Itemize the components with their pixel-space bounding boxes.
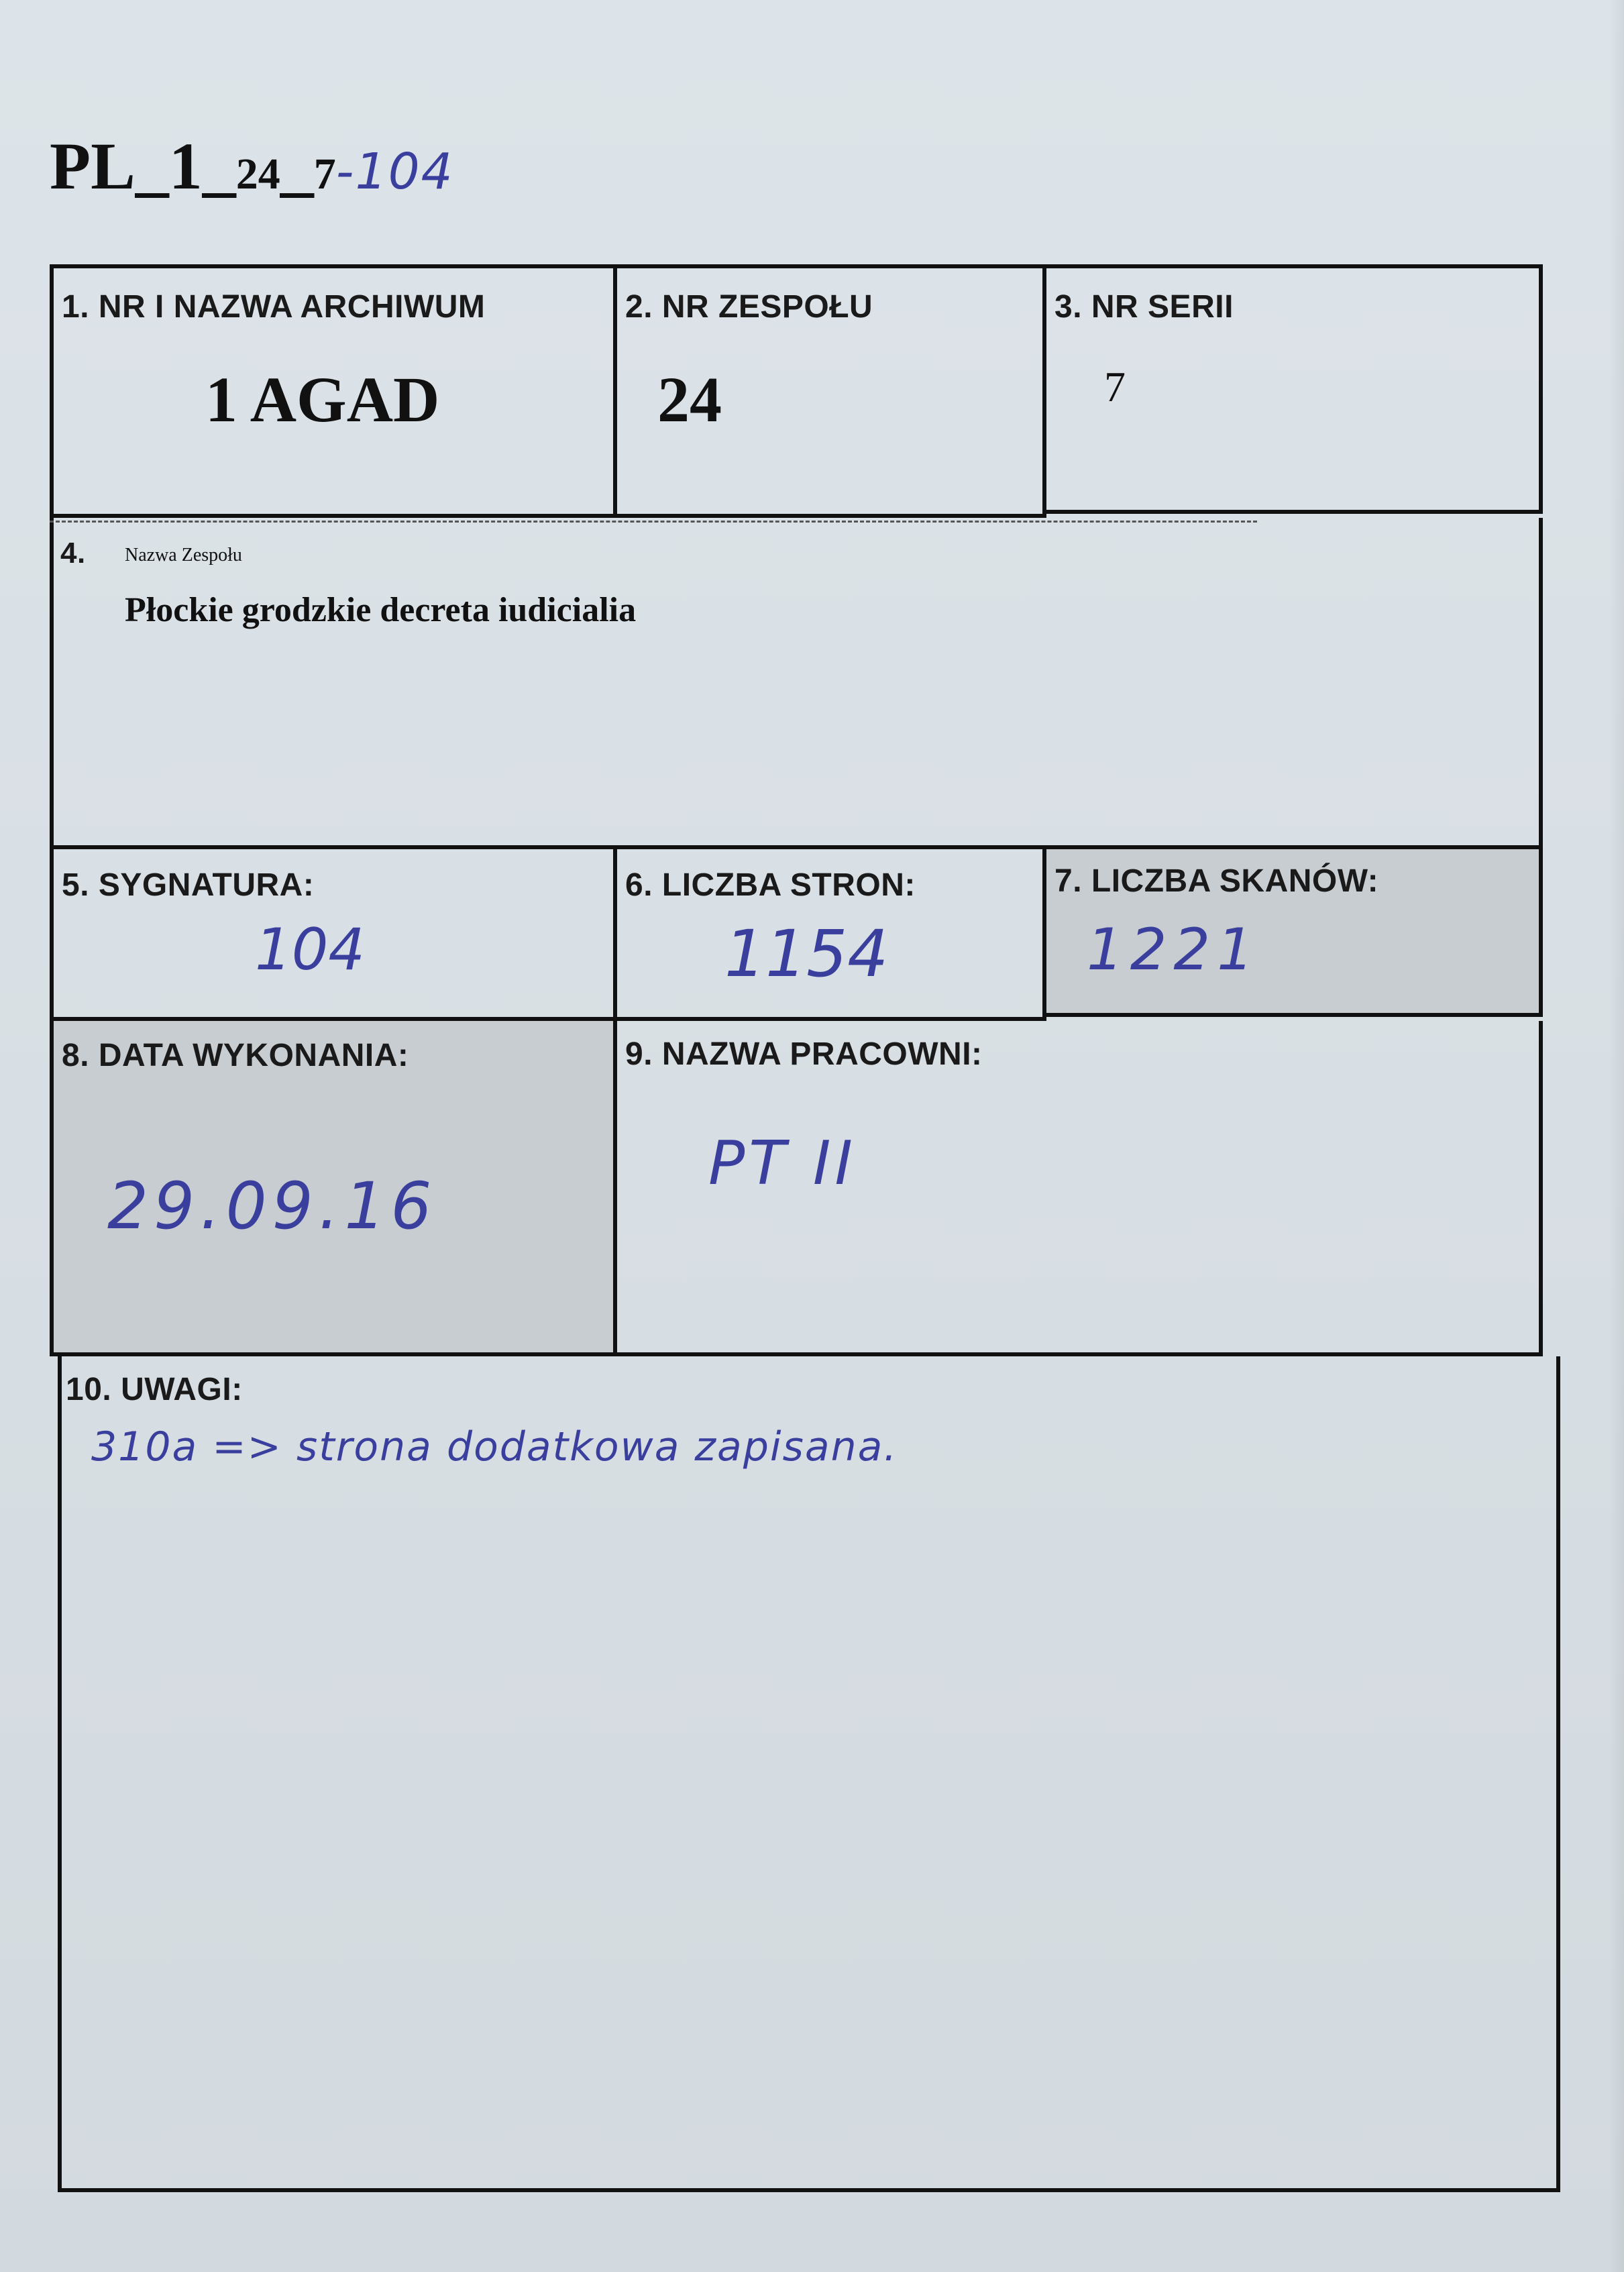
signature-value: 104 — [255, 916, 366, 983]
archive-value: 1 AGAD — [205, 364, 440, 435]
field-studio-name — [617, 1021, 1543, 1356]
fonds-number-value: 24 — [657, 364, 722, 435]
field-signature — [50, 849, 617, 1021]
archive-label: 1. NR I NAZWA ARCHIWUM — [62, 289, 486, 325]
field-notes — [58, 1356, 1560, 2192]
id-fonds: 24 — [235, 150, 280, 199]
series-number-label: 3. NR SERII — [1054, 289, 1234, 325]
fonds-name-value: Płockie grodzkie decreta iudicialia — [125, 591, 637, 629]
id-prefix: PL_1_ — [50, 129, 236, 203]
scan-count-label: 7. LICZBA SKANÓW: — [1054, 863, 1379, 899]
date-label: 8. DATA WYKONANIA: — [62, 1038, 409, 1073]
date-value: 29.09.16 — [107, 1169, 437, 1244]
field-scan-count — [1046, 849, 1543, 1017]
faint-divider — [50, 521, 1257, 523]
page-edge-shadow — [1609, 0, 1624, 2272]
field-date — [50, 1021, 617, 1356]
field-series-number — [1046, 264, 1543, 514]
metadata-form — [50, 264, 1560, 2192]
scan-count-value: 1221 — [1087, 916, 1260, 983]
signature-label: 5. SYGNATURA: — [62, 867, 315, 903]
field-page-count — [617, 849, 1046, 1021]
fonds-name-label: 4. — [60, 537, 86, 570]
notes-value: 310a => strona dodatkowa zapisana. — [91, 1423, 898, 1470]
id-separator: _ — [280, 129, 314, 203]
studio-name-value: PT II — [708, 1128, 857, 1199]
field-archive — [50, 264, 617, 518]
studio-name-label: 9. NAZWA PRACOWNI: — [625, 1036, 983, 1072]
field-fonds-name — [50, 518, 1543, 849]
field-fonds-number — [617, 264, 1046, 518]
page-count-value: 1154 — [724, 916, 889, 991]
notes-label: 10. UWAGI: — [66, 1372, 243, 1407]
fonds-number-label: 2. NR ZESPOŁU — [625, 289, 873, 325]
document-identifier — [50, 127, 454, 215]
series-number-value: 7 — [1104, 363, 1126, 411]
fonds-name-sublabel: Nazwa Zespołu — [125, 545, 242, 565]
id-handwritten-unit: -104 — [335, 143, 454, 201]
page-count-label: 6. LICZBA STRON: — [625, 867, 916, 903]
id-series: 7 — [313, 150, 336, 199]
